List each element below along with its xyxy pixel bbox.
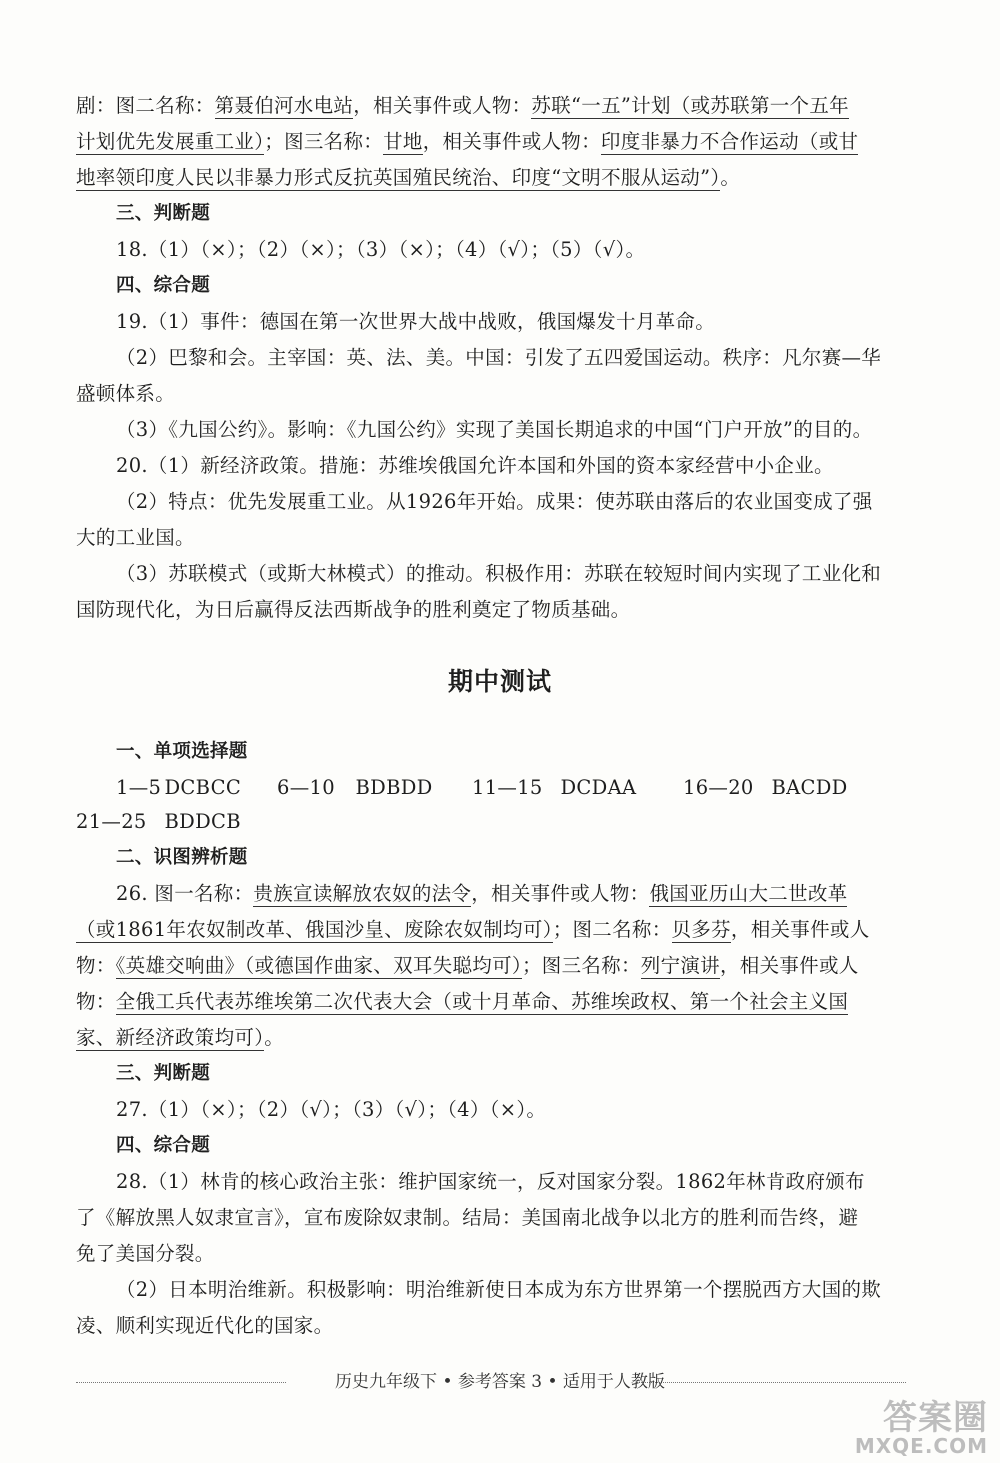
text: ；图三名称： xyxy=(264,130,384,153)
range-label: 1—5 xyxy=(116,776,162,799)
answer-q19-2-cont: 盛顿体系。 xyxy=(76,382,176,405)
answer-q26-line4 xyxy=(76,984,906,1019)
range-label: 16—20 xyxy=(683,776,754,799)
section-heading-comprehensive-midterm: 四、综合题 xyxy=(116,1135,211,1156)
text: 剧：图二名称： xyxy=(76,94,215,117)
choice-answers-row1 xyxy=(116,770,906,805)
underlined-answer: 贵族宣读解放农奴的法令 xyxy=(253,882,472,905)
answer-q20-1: 20.（1）新经济政策。措施：苏维埃俄国允许本国和外国的资本家经营中小企业。 xyxy=(116,454,834,477)
underlined-answer: 苏联“一五”计划（或苏联第一个五年 xyxy=(531,94,849,117)
answer-q26-line5 xyxy=(76,1020,906,1055)
q17-continuation-line2 xyxy=(76,124,906,159)
q17-continuation-line3 xyxy=(76,160,906,195)
answer-q28-2-cont: 凌、顺利实现近代化的国家。 xyxy=(76,1314,334,1337)
underlined-answer: （或1861年农奴制改革、俄国沙皇、废除农奴制均可） xyxy=(76,918,553,941)
text: ，相关事件或人 xyxy=(730,918,870,941)
answer-q27: 27.（1）（×）；（2）（√）；（3）（√）；（4）（×）。 xyxy=(116,1098,547,1121)
text: ，相关事件或人 xyxy=(719,954,859,977)
text: ；图二名称： xyxy=(552,918,672,941)
answer-q20-3: （3）苏联模式（或斯大林模式）的推动。积极作用：苏联在较短时间内实现了工业化和 xyxy=(116,562,882,585)
text: 26. 图一名称： xyxy=(116,882,254,905)
underlined-answer: 贝多芬 xyxy=(671,918,731,941)
choice-answers-row2 xyxy=(76,804,906,839)
answer-q19-1: 19.（1）事件：德国在第一次世界大战中战败，俄国爆发十月革命。 xyxy=(116,310,716,333)
underlined-answer: 地率领印度人民以非暴力形式反抗英国殖民统治、印度“文明不服从运动”） xyxy=(76,166,721,189)
answer-q26-line3 xyxy=(76,948,906,983)
text: ；图三名称： xyxy=(521,954,641,977)
section-heading-comprehensive: 四、综合题 xyxy=(116,275,211,296)
answer-letters: DCBCC xyxy=(164,776,242,799)
answer-q20-2: （2）特点：优先发展重工业。从1926年开始。成果：使苏联由落后的农业国变成了强 xyxy=(116,490,873,513)
section-heading-single-choice: 一、单项选择题 xyxy=(116,741,248,762)
answer-q28-1-cont1: 了《解放黑人奴隶宣言》，宣布废除奴隶制。结局：美国南北战争以北方的胜利而告终，避 xyxy=(76,1206,859,1229)
answer-q19-2: （2）巴黎和会。主宰国：英、法、美。中国：引发了五四爱国运动。秩序：凡尔赛—华 xyxy=(116,346,882,369)
text: 。 xyxy=(720,166,741,189)
answer-letters: DCDAA xyxy=(560,776,637,799)
answer-letters: BDDCB xyxy=(164,810,241,833)
page-footer: 历史九年级下 • 参考答案 3 • 适用于人教版 xyxy=(335,1372,665,1392)
underlined-answer: 第聂伯河水电站 xyxy=(214,94,354,117)
section-heading-judgment-midterm: 三、判断题 xyxy=(116,1063,211,1084)
answer-letters: BACDD xyxy=(771,776,848,799)
answer-q26-line1 xyxy=(116,876,906,911)
text: ，相关事件或人物： xyxy=(471,882,650,905)
answer-q19-3: （3）《九国公约》。影响：《九国公约》实现了美国长期追求的中国“门户开放”的目的。 xyxy=(116,418,873,441)
text: ，相关事件或人物： xyxy=(422,130,601,153)
text: 。 xyxy=(264,1026,285,1049)
answer-q18: 18.（1）（×）；（2）（×）；（3）（×）；（4）（√）；（5）（√）。 xyxy=(116,238,646,261)
underlined-answer: 全俄工兵代表苏维埃第二次代表大会（或十月革命、苏维埃政权、第一个社会主义国 xyxy=(115,990,849,1013)
answer-q26-line2 xyxy=(76,912,906,947)
answer-letters: BDBDD xyxy=(355,776,433,799)
answer-q28-1-cont2: 免了美国分裂。 xyxy=(76,1242,215,1265)
underlined-answer: 列宁演讲 xyxy=(640,954,720,977)
answer-q28-1: 28.（1）林肯的核心政治主张：维护国家统一，反对国家分裂。1862年林肯政府颁布 xyxy=(116,1170,865,1193)
underlined-answer: 俄国亚历山大二世改革 xyxy=(649,882,848,905)
underlined-answer: 家、新经济政策均可） xyxy=(76,1026,265,1049)
underlined-answer: 印度非暴力不合作运动（或甘 xyxy=(600,130,859,153)
section-title-midterm: 期中测试 xyxy=(447,667,552,696)
text: 物： xyxy=(76,990,116,1013)
text: 物： xyxy=(76,954,116,977)
underlined-answer: 甘地 xyxy=(383,130,423,153)
range-label: 21—25 xyxy=(76,810,147,833)
section-heading-judgment: 三、判断题 xyxy=(116,203,211,224)
answer-q28-2: （2）日本明治维新。积极影响：明治维新使日本成为东方世界第一个摆脱西方大国的欺 xyxy=(116,1278,882,1301)
watermark-logo: 答案圈 xyxy=(883,1398,988,1438)
range-label: 6—10 xyxy=(277,776,335,799)
range-label: 11—15 xyxy=(472,776,543,799)
watermark xyxy=(854,1390,992,1460)
answer-q20-3-cont: 国防现代化，为日后赢得反法西斯战争的胜利奠定了物质基础。 xyxy=(76,598,631,621)
watermark-url: MXQE.COM xyxy=(854,1434,988,1458)
section-heading-image-analysis: 二、识图辨析题 xyxy=(116,847,248,868)
underlined-answer: 《英雄交响曲》（或德国作曲家、双耳失聪均可） xyxy=(115,954,522,977)
underlined-answer: 计划优先发展重工业） xyxy=(76,130,265,153)
answer-q20-2-cont: 大的工业国。 xyxy=(76,526,195,549)
q17-continuation-line1 xyxy=(76,88,906,123)
text: ，相关事件或人物： xyxy=(353,94,532,117)
